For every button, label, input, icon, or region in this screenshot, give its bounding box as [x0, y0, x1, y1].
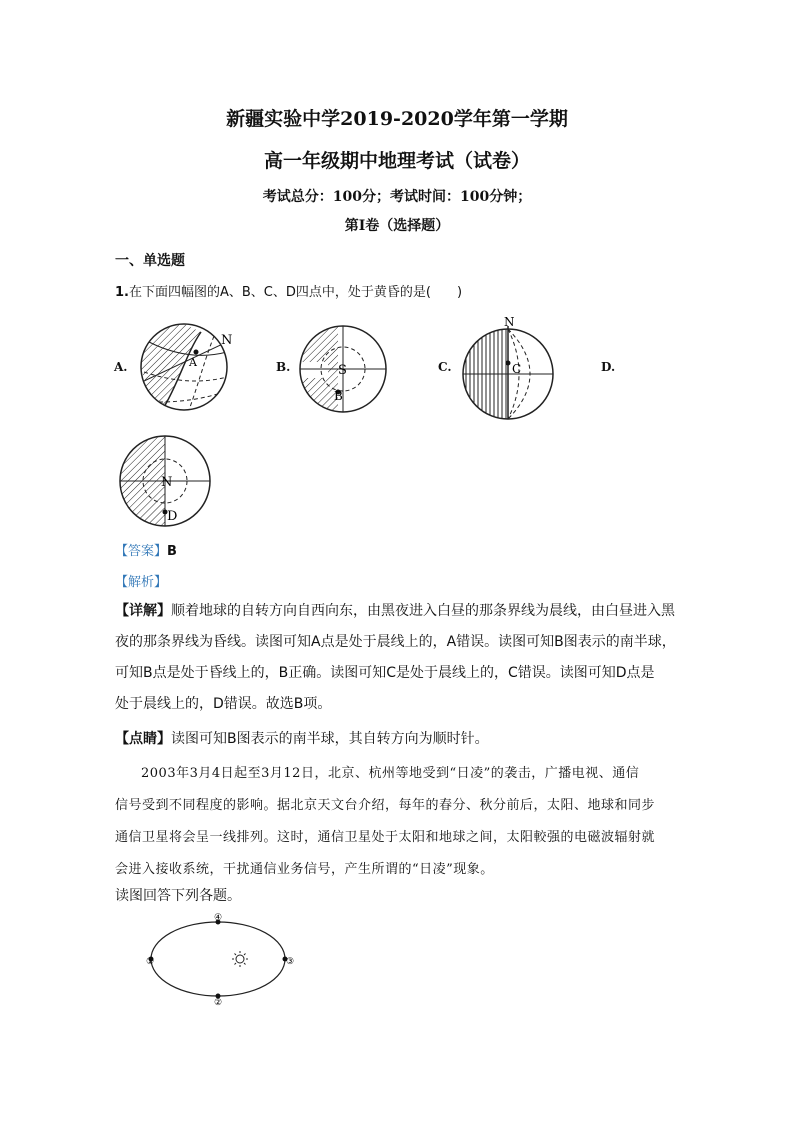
tip-line	[115, 728, 489, 748]
passage-line-2: 信号受到不同程度的影响。据北京天文台介绍，每年的春分、秋分前后，太阳、地球和同步	[115, 798, 656, 813]
figure-b-point-label: B	[334, 389, 343, 403]
question-number: 1.	[115, 285, 129, 300]
figure-a-globe	[139, 322, 239, 412]
answer-tag: 【答案】	[115, 544, 168, 559]
answer-line	[115, 540, 177, 559]
passage-paragraph	[115, 758, 681, 886]
passage-line-1: 2003年3月4日起至3月12日，北京、杭州等地受到“日凌”的袭击，广播电视、通信	[141, 766, 640, 781]
figure-a-point-label: A	[189, 356, 197, 369]
tip-tag: 【点睛】	[115, 731, 171, 747]
detail-tag: 【详解】	[115, 603, 171, 619]
orbit-figure	[140, 912, 300, 1008]
orbit-label-4: ④	[214, 913, 223, 923]
figure-d-point-label: D	[167, 509, 178, 524]
orbit-label-3: ③	[286, 957, 295, 967]
tip-text: 读图可知B图表示的南半球，其自转方向为顺时针。	[171, 731, 489, 747]
sun-icon	[232, 951, 248, 967]
figure-b-pole-label: S	[338, 363, 347, 378]
title-line-1: 新疆实验中学2019-2020学年第一学期	[226, 108, 568, 130]
orbit-label-2: ②	[214, 998, 223, 1008]
option-b-label: B.	[276, 360, 291, 374]
detail-line-3: 可知B点是处于昏线上的，B正确。读图可知C是处于晨线上的，C错误。读图可知D点是	[115, 665, 655, 681]
section-title: 第I卷（选择题）	[344, 218, 450, 234]
option-d-label: D.	[601, 360, 616, 374]
passage-line-3: 通信卫星将会呈一线排列。这时，通信卫星处于太阳和地球之间，太阳較强的电磁波辐射就	[115, 830, 656, 845]
figure-d-pole-label: N	[161, 475, 173, 490]
figure-d-globe	[118, 434, 214, 530]
detail-paragraph	[115, 596, 681, 720]
figure-c-point-label: C	[512, 362, 522, 376]
passage-prompt: 读图回答下列各题。	[115, 888, 241, 904]
detail-line-4: 处于晨线上的，D错误。故选B项。	[115, 696, 332, 712]
figure-a-pole-label: N	[221, 333, 233, 348]
question-1-stem	[115, 281, 462, 300]
detail-line-1: 顺着地球的自转方向自西向东，由黑夜进入白昼的那条界线为晨线，由白昼进入黑	[171, 603, 675, 619]
figure-c-pole-label: N	[504, 315, 515, 329]
title-line-2: 高一年级期中地理考试（试卷）	[263, 150, 530, 172]
figure-c-globe	[460, 315, 556, 422]
option-a-label: A.	[114, 360, 128, 374]
orbit-label-1: ①	[146, 957, 155, 967]
detail-line-2: 夜的那条界线为昏线。读图可知A点是处于晨线上的，A错误。读图可知B图表示的南半球，	[115, 634, 676, 650]
figure-b-globe	[298, 324, 390, 416]
answer-value: B	[167, 544, 177, 559]
option-c-label: C.	[438, 360, 452, 374]
passage-line-4: 会进入接收系统，干扰通信业务信号，产生所谓的“日凌”现象。	[115, 862, 494, 877]
analysis-tag: 【解析】	[115, 575, 168, 590]
question-text: 在下面四幅图的A、B、C、D四点中，处于黄昏的是( )	[128, 285, 463, 300]
part-heading: 一、单选题	[115, 253, 185, 269]
exam-info: 考试总分：100分；考试时间：100分钟；	[262, 189, 532, 205]
